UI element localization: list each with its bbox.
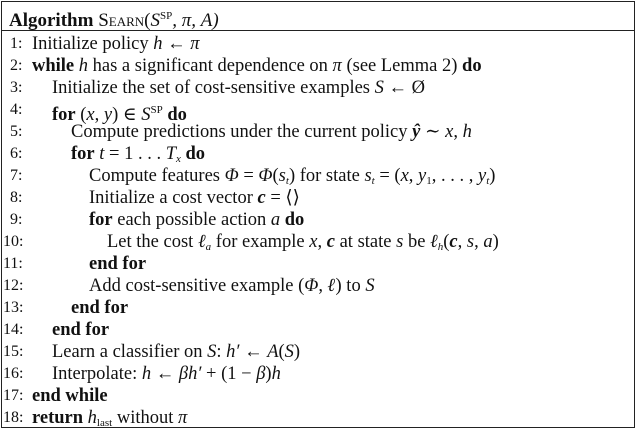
- line-number: 17:: [3, 387, 24, 404]
- line-number: 1:: [10, 35, 23, 52]
- line-number: 13:: [3, 299, 24, 316]
- line-number: 16:: [3, 365, 24, 382]
- line-number: 15:: [3, 343, 24, 360]
- line-number: 11:: [3, 255, 23, 272]
- line-number: 6:: [10, 145, 23, 162]
- line-number: 14:: [3, 321, 24, 338]
- line-number: 7:: [10, 167, 23, 184]
- line-number: 5:: [10, 123, 23, 140]
- line-number: 3:: [10, 79, 23, 96]
- algorithm-name: Searn: [98, 10, 145, 31]
- line-number: 10:: [3, 233, 24, 250]
- algorithm-box: Algorithm $Searn(S^{SP}$, π, A) 1: Initialize policy h ← π 2: while h has a significant dependence on π (see Lemma 2) do 3: Initialize the set of cost-sensitive examples S ← Ø 4: for (x, y) ∈ $S^{SP}$ do 5: Compute predictions under the current policy ŷ ∼ x, h 6: for t = 1 . . . $T_x$ do 7: Compute features $\Phi = \Phi(s_t)$ for state $s_t = (x$, $y_1$, . . . , $y_t$) 8: Initialize a cost vector c = ⟨⟩ 9: for each possible action a do 10: Let the cost ℓ$_a$ for example x, c at state s be ℓ$_h$(c, s, a) 11: end for 12: Add cost-sensitive example (Φ, ℓ) to S 13: end for 14: end for 15: Learn a classifier on S: h′ ← A(S) 16: Interpolate: h ← βh′ + (1 − β)h 17: end while 18: return $h_{last}$ without π: [1, 1, 635, 428]
- algorithm-keyword: Algorithm: [9, 10, 94, 31]
- line-number: 8:: [10, 189, 23, 206]
- line-number: 18:: [3, 409, 24, 426]
- line-number: 9:: [10, 211, 23, 228]
- algorithm-header: Algorithm $Searn(S^{SP}$, π, A): [2, 2, 634, 31]
- line-number: 4:: [10, 101, 23, 118]
- line-number: 12:: [3, 277, 24, 294]
- line-number: 2:: [10, 57, 23, 74]
